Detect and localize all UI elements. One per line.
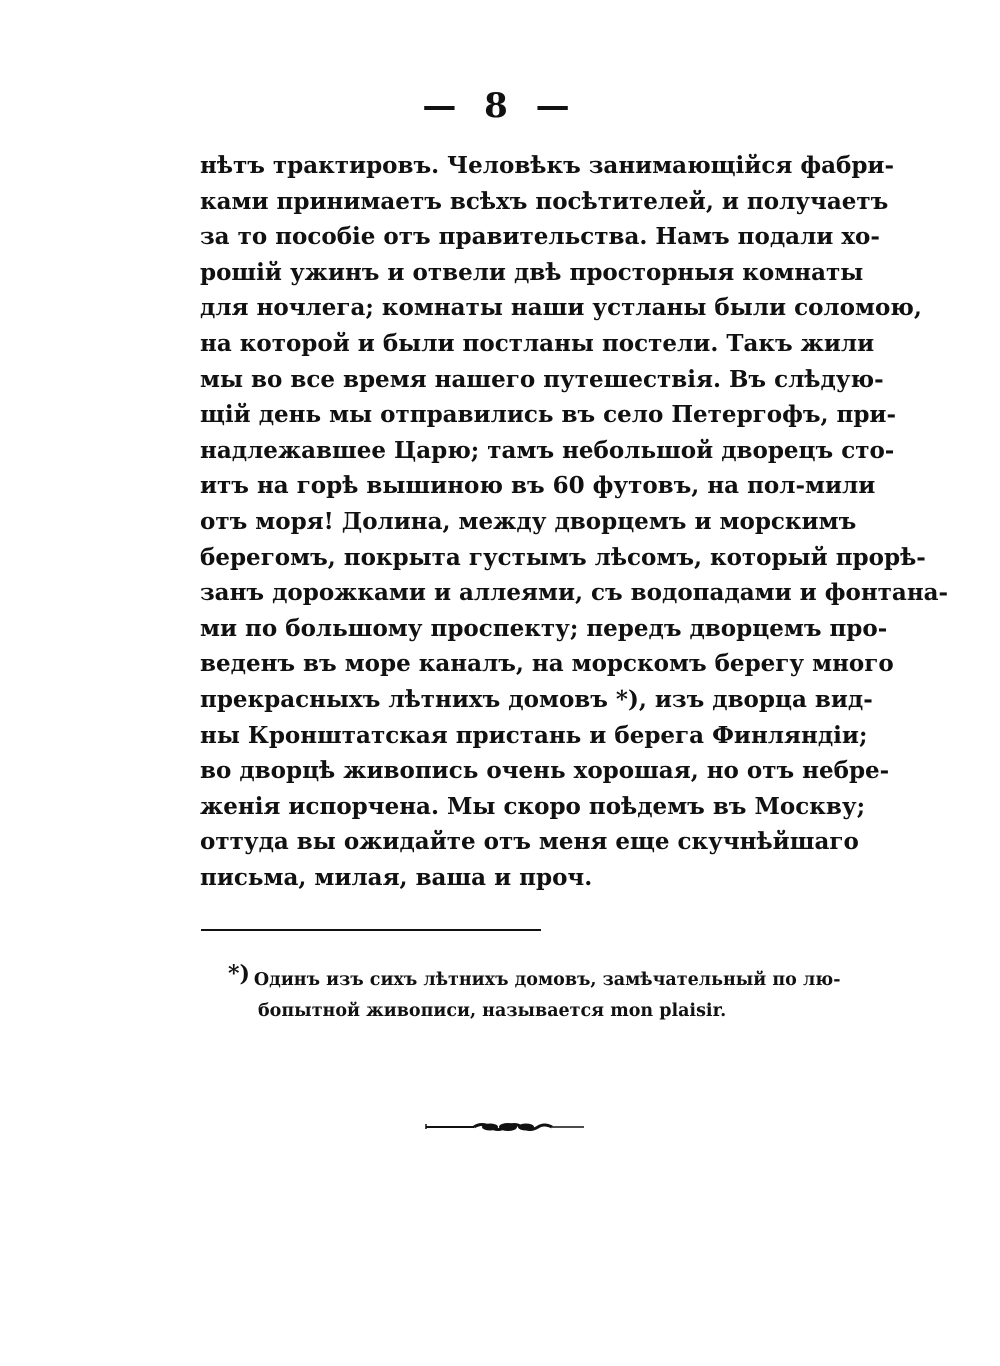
footnote (228, 961, 841, 1028)
footnote-marker: *) (228, 961, 250, 987)
text-line: женія испорчена. Мы скоро поѣдемъ въ Москву; (200, 792, 866, 820)
page-number: — 8 — (422, 86, 578, 126)
text-line: ками принимаетъ всѣхъ посѣтителей, и получаетъ (200, 187, 889, 215)
main-text (200, 148, 949, 895)
tailpiece-ornament-icon (424, 1116, 586, 1136)
text-line: для ночлега; комнаты наши устланы были соломою, (200, 294, 922, 322)
text-line: на которой и были постланы постели. Такъ жили (200, 329, 875, 357)
footnote-line-1 (228, 961, 841, 995)
text-line: отъ моря! Долина, между дворцемъ и морскимъ (200, 507, 857, 535)
text-line: берегомъ, покрыта густымъ лѣсомъ, который прорѣ- (200, 543, 926, 571)
text-line: рошій ужинъ и отвели двѣ просторныя комнаты (200, 258, 864, 286)
text-line: надлежавшее Царю; тамъ небольшой дворецъ сто- (200, 436, 895, 464)
text-line: оттуда вы ожидайте отъ меня еще скучнѣйшаго (200, 828, 859, 856)
footnote-divider (201, 929, 541, 931)
text-line: занъ дорожками и аллеями, съ водопадами и фонтана- (200, 579, 949, 607)
text-line: веденъ въ море каналъ, на морскомъ берегу много (200, 650, 894, 678)
text-line: прекрасныхъ лѣтнихъ домовъ *), изъ дворца вид- (200, 685, 873, 713)
text-line: ми по большому проспекту; передъ дворцемъ про- (200, 614, 888, 642)
footnote-text-1: Одинъ изъ сихъ лѣтнихъ домовъ, замѣчательный по лю- (253, 970, 841, 990)
text-line: щій день мы отправились въ село Петергофъ, при- (200, 401, 897, 429)
footnote-line-2: бопытной живописи, называется mon plaisir. (258, 1001, 727, 1021)
text-line: за то пособіе отъ правительства. Намъ подали хо- (200, 223, 880, 251)
text-line-last: письма, милая, ваша и проч. (200, 863, 593, 891)
text-line: ны Кронштатская пристань и берега Финляндіи; (200, 721, 868, 749)
text-line: во дворцѣ живопись очень хорошая, но отъ небре- (200, 757, 890, 785)
text-line: нѣтъ трактировъ. Человѣкъ занимающійся фабри- (200, 152, 895, 179)
text-line: итъ на горѣ вышиною въ 60 футовъ, на пол-мили (200, 472, 876, 500)
text-line: мы во все время нашего путешествія. Въ слѣдую- (200, 365, 884, 393)
